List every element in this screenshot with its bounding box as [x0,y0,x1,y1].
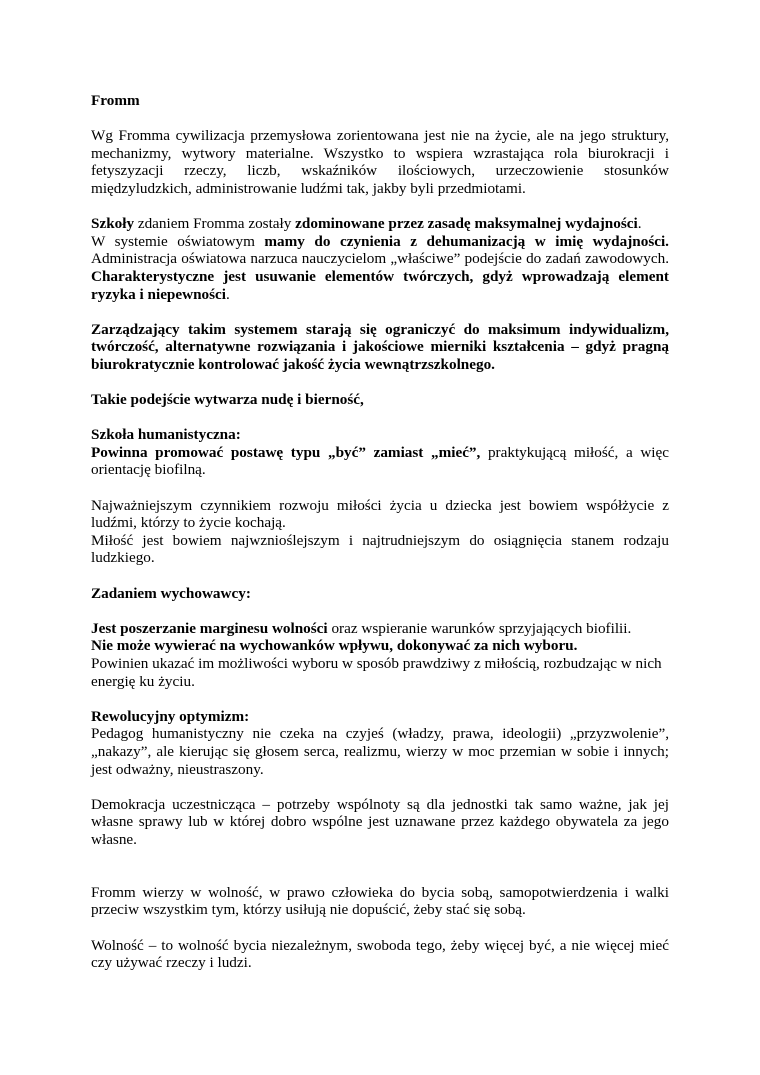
paragraph-boredom: Takie podejście wytwarza nudę i bierność, [91,391,364,409]
paragraph-educator-choice: Powinien ukazać im możliwości wyboru w sposób prawdziwy z miłością, rozbudzając w nich energię ku życiu. [91,655,662,690]
paragraph-industrial-civilization: Wg Fromma cywilizacja przemysłowa zorientowana jest nie na życie, ale na jego struktury, mechanizmy, wytwory materialne. Wszystko to wspiera wzrastająca rola biurokracji i fetyszyzacji rzeczy, liczb, wskaźników ilościowych, urzeczowienie stosunków międzyludzkich, administrowanie ludźmi tak, jakby byli przedmiotami. [91,127,669,197]
paragraph-revolutionary-optimism: Pedagog humanistyczny nie czeka na czyjeś (władzy, prawa, ideologii) „przyzwolenie”, „nakazy”, ale kierując się głosem serca, realizmu, wierzy w moc przemian w sobie i innych; jest odważny, nieustraszony. [91,725,669,778]
paragraph-freedom-belief: Fromm wierzy w wolność, w prawo człowieka do bycia sobą, samopotwierdzenia i walki przeciw wszystkim tym, którzy usiłują nie dopuścić, żeby stać się sobą. [91,883,669,919]
paragraph-love-factor: Najważniejszym czynnikiem rozwoju miłości życia u dziecka jest bowiem współżycie z ludźmi, którzy to życie kochają. [91,496,669,532]
document-title: Fromm [91,92,140,109]
paragraph-freedom-definition: Wolność – to wolność bycia niezależnym, swoboda tego, żeby więcej być, a nie więcej mieć czy używać rzeczy i ludzi. [91,936,669,972]
heading-revolutionary-optimism: Rewolucyjny optymizm: [91,707,250,725]
paragraph-love-state: Miłość jest bowiem najwznioślejszym i najtrudniejszym do osiągnięcia stanem rodzaju ludzkiego. [91,531,669,567]
paragraph-schools-lead: Szkoły zdaniem Fromma zostały zdominowane przez zasadę maksymalnej wydajności. [91,215,642,233]
heading-humanistic-school: Szkoła humanistyczna: [91,426,241,444]
paragraph-managers: Zarządzający takim systemem starają się ograniczyć do maksimum indywidualizm, twórczość, alternatywne rozwiązania i jakościowe mierniki kształcenia – gdyż pragną biurokratycznie kontrolować jakość życia wewnątrzszkolnego. [91,320,669,373]
paragraph-educator-influence: Nie może wywierać na wychowanków wpływu, dokonywać za nich wyboru. [91,637,578,655]
paragraph-educator-freedom: Jest poszerzanie marginesu wolności oraz wspieranie warunków sprzyjających biofilii. [91,619,632,637]
heading-educator-task: Zadaniem wychowawcy: [91,584,251,602]
paragraph-participatory-democracy: Demokracja uczestnicząca – potrzeby wspólnoty są dla jednostki tak samo ważne, jak jej własne sprawy lub w której dobro wspólne jest uznawane przez każdego obywatela za jego własne. [91,795,669,848]
document-page [91,92,669,972]
paragraph-schools-system: W systemie oświatowym mamy do czynienia z dehumanizacją w imię wydajności. Administracja oświatowa narzuca nauczycielom „właściwe” podejście do zadań zawodowych. Charakterystyczne jest usuwanie elementów twórczych, gdyż wprowadzają element ryzyka i niepewności. [91,232,669,303]
paragraph-humanistic-school: Powinna promować postawę typu „być” zamiast „mieć”, praktykującą miłość, a więc orientację biofilną. [91,443,669,479]
